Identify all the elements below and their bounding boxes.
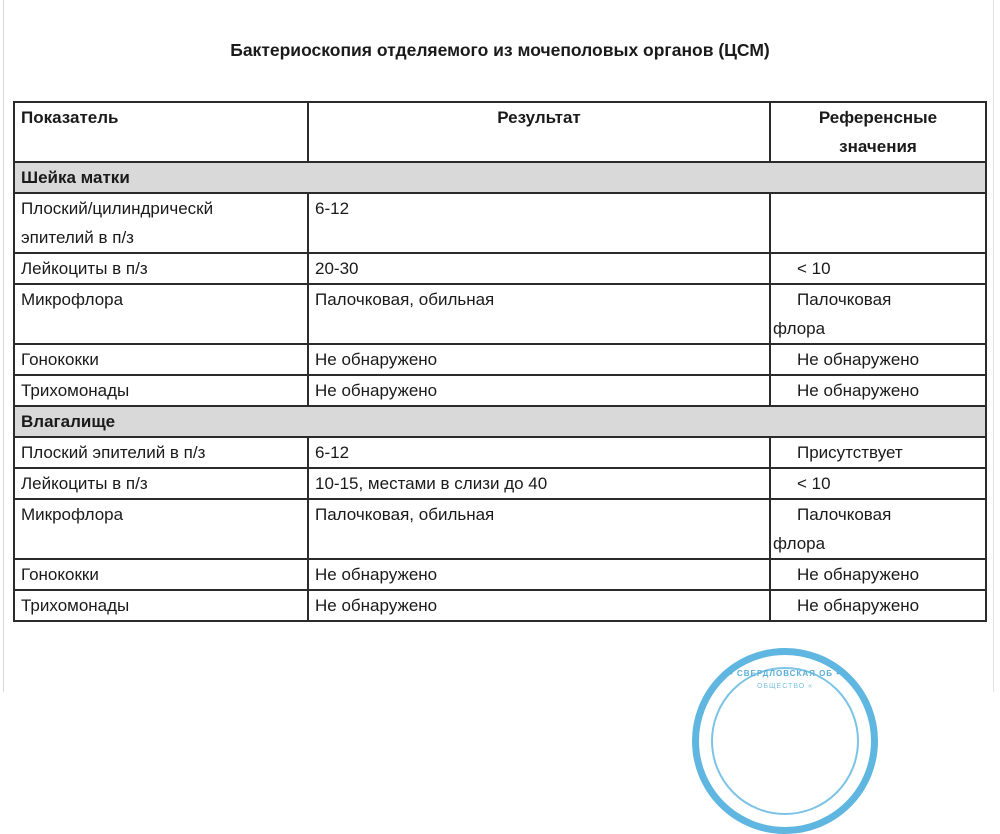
table-row [14,590,986,621]
reference-cell: Не обнаружено [770,344,986,375]
result-cell: Не обнаружено [308,590,770,621]
reference-cell [770,284,986,344]
indicator-cell: Гонококки [14,559,308,590]
document-title: Бактериоскопия отделяемого из мочеполовых органов (ЦСМ) [230,40,770,60]
result-cell: 20-30 [308,253,770,284]
reference-cell: Присутствует [770,437,986,468]
reference-cell: Не обнаружено [770,559,986,590]
header-result: Результат [308,102,770,162]
header-reference-line1: Референсные [818,108,938,127]
table-row [14,468,986,499]
table-row [14,253,986,284]
reference-line2: флора [773,319,826,338]
result-cell: 6-12 [308,193,770,253]
indicator-cell: Трихомонады [14,590,308,621]
indicator-cell: Плоский эпителий в п/з [14,437,308,468]
indicator-cell [14,193,308,253]
reference-cell: Не обнаружено [770,590,986,621]
reference-cell: < 10 [770,253,986,284]
reference-cell: Не обнаружено [770,375,986,406]
header-reference-line2: значения [839,137,917,156]
result-cell: Не обнаружено [308,559,770,590]
header-indicator: Показатель [14,102,308,162]
reference-line1: Палочковая [797,290,892,309]
table-header-row [14,102,986,162]
result-cell: Палочковая, обильная [308,284,770,344]
indicator-cell: Микрофлора [14,284,308,344]
table-row [14,344,986,375]
table-row [14,437,986,468]
table-row [14,375,986,406]
page-edge-right [993,0,994,692]
reference-cell [770,193,986,253]
reference-cell [770,499,986,559]
table-row [14,284,986,344]
indicator-cell: Гонококки [14,344,308,375]
table-row [14,499,986,559]
indicator-cell: Трихомонады [14,375,308,406]
indicator-cell: Лейкоциты в п/з [14,253,308,284]
result-cell: 6-12 [308,437,770,468]
section-row-vagina [14,406,986,437]
indicator-line2: эпителий в п/з [21,228,134,247]
result-cell: Не обнаружено [308,344,770,375]
section-title: Шейка матки [14,162,986,193]
header-reference [770,102,986,162]
reference-line1: Палочковая [797,505,892,524]
indicator-cell: Лейкоциты в п/з [14,468,308,499]
reference-cell: < 10 [770,468,986,499]
reference-line2: флора [773,534,826,553]
stamp-text-inner: ОБЩЕСТВО « [756,683,814,690]
result-cell: Палочковая, обильная [308,499,770,559]
page-edge-left [3,0,4,692]
indicator-line1: Плоский/цилиндрическй [21,199,214,218]
organization-stamp [692,648,878,834]
result-cell: 10-15, местами в слизи до 40 [308,468,770,499]
section-row-cervix [14,162,986,193]
results-table [13,101,987,622]
result-cell: Не обнаружено [308,375,770,406]
stamp-text-outer: • СВЕРДЛОВСКАЯ ОБ • [729,669,841,678]
table-row [14,559,986,590]
table-row [14,193,986,253]
section-title: Влагалище [14,406,986,437]
indicator-cell: Микрофлора [14,499,308,559]
